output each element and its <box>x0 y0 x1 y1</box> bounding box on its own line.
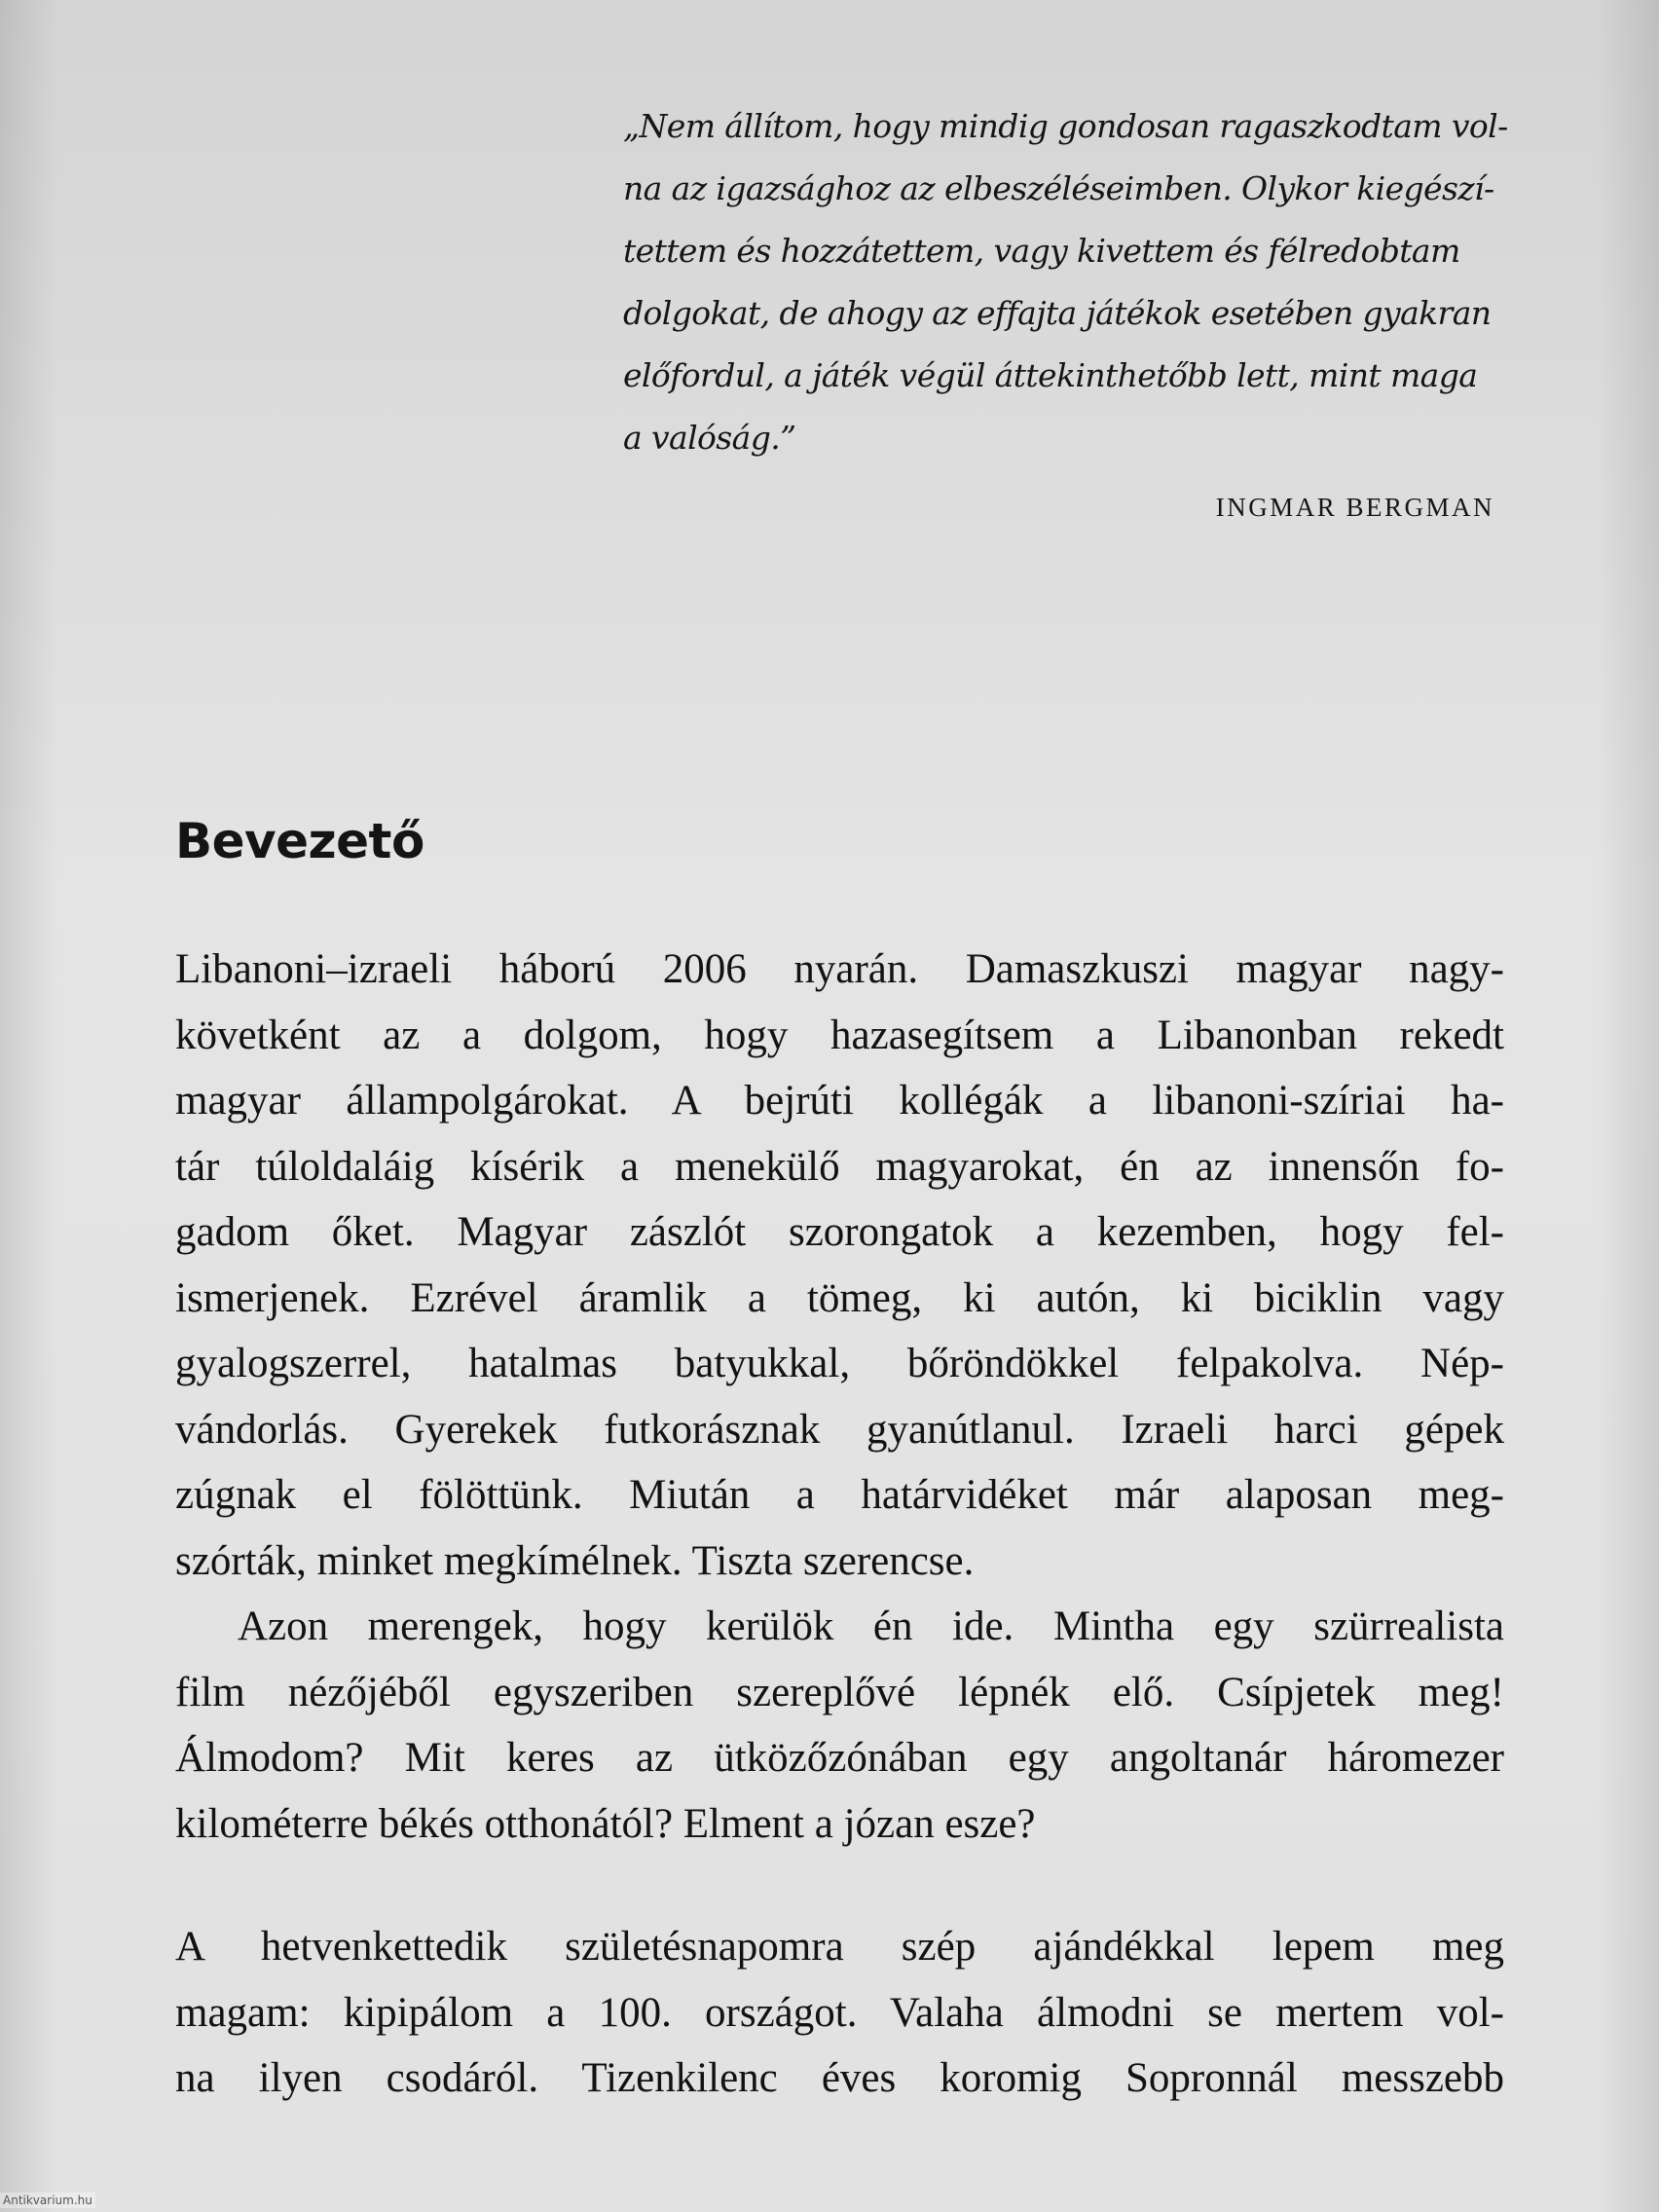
paragraph-line: szórták, minket megkímélnek. Tiszta szerencse. <box>175 1537 975 1584</box>
paragraph-line: Azon merengek, hogy kerülök én ide. Mintha egy szürrealista <box>238 1604 1504 1649</box>
intro-text <box>175 937 1504 1857</box>
epigraph-line: „Nem állítom, hogy mindig gondosan ragaszkodtam vol- <box>623 107 1508 145</box>
paragraph-line: gyalogszerrel, hatalmas batyukkal, bőröndökkel felpakolva. Nép- <box>175 1341 1504 1386</box>
epigraph-line: tettem és hozzátettem, vagy kivettem és félredobtam <box>623 232 1460 270</box>
paragraph-line: Libanoni–izraeli háború 2006 nyarán. Damaszkuszi magyar nagy- <box>175 946 1504 992</box>
paragraph-line: magam: kipipálom a 100. országot. Valaha álmodni se mertem vol- <box>175 1989 1504 2036</box>
paragraph-line: na ilyen csodáról. Tizenkilenc éves koromig Sopronnál messzebb <box>175 2055 1504 2101</box>
epigraph-line: na az igazsághoz az elbeszéléseimben. Olykor kiegészí- <box>623 169 1494 207</box>
paragraph-line: tár túloldaláig kísérik a menekülő magyarokat, én az innensőn fo- <box>175 1143 1504 1190</box>
paragraph-line: zúgnak el fölöttünk. Miután a határvidéket már alaposan meg- <box>175 1472 1504 1518</box>
paragraph-line: magyar állampolgárokat. A bejrúti kollégák a libanoni-szíriai ha- <box>175 1078 1504 1124</box>
section-title: Bevezető <box>175 813 424 869</box>
paragraph-line: film nézőjéből egyszeriben szereplővé lépnék elő. Csípjetek meg! <box>175 1669 1504 1715</box>
epigraph-line: a valóság.” <box>623 419 796 457</box>
epigraph <box>623 95 1508 523</box>
paragraph-line: követként az a dolgom, hogy hazasegítsem a Libanonban rekedt <box>175 1012 1504 1058</box>
epigraph-line: dolgokat, de ahogy az effajta játékok esetében gyakran <box>623 294 1492 332</box>
paragraph-line: kilométerre békés otthonától? Elment a józan esze? <box>175 1800 1036 1847</box>
paragraph-line: Álmodom? Mit keres az ütközőzónában egy angoltanár háromezer <box>175 1735 1504 1781</box>
epigraph-line: előfordul, a játék végül áttekinthetőbb lett, mint maga <box>623 356 1478 394</box>
watermark: Antikvarium.hu <box>0 2193 95 2208</box>
paragraph-line: A hetvenkettedik születésnapomra szép ajándékkal lepem meg <box>175 1924 1504 1970</box>
epigraph-quote <box>623 95 1508 469</box>
paragraph-3 <box>175 1914 1504 2112</box>
paragraph-line: ismerjenek. Ezrével áramlik a tömeg, ki autón, ki biciklin vagy <box>175 1274 1504 1321</box>
paragraph-line: gadom őket. Magyar zászlót szorongatok a kezemben, hogy fel- <box>175 1209 1504 1255</box>
epigraph-author: INGMAR BERGMAN <box>1215 493 1494 522</box>
paragraph-line: vándorlás. Gyerekek futkorásznak gyanútlanul. Izraeli harci gépek <box>175 1406 1504 1453</box>
